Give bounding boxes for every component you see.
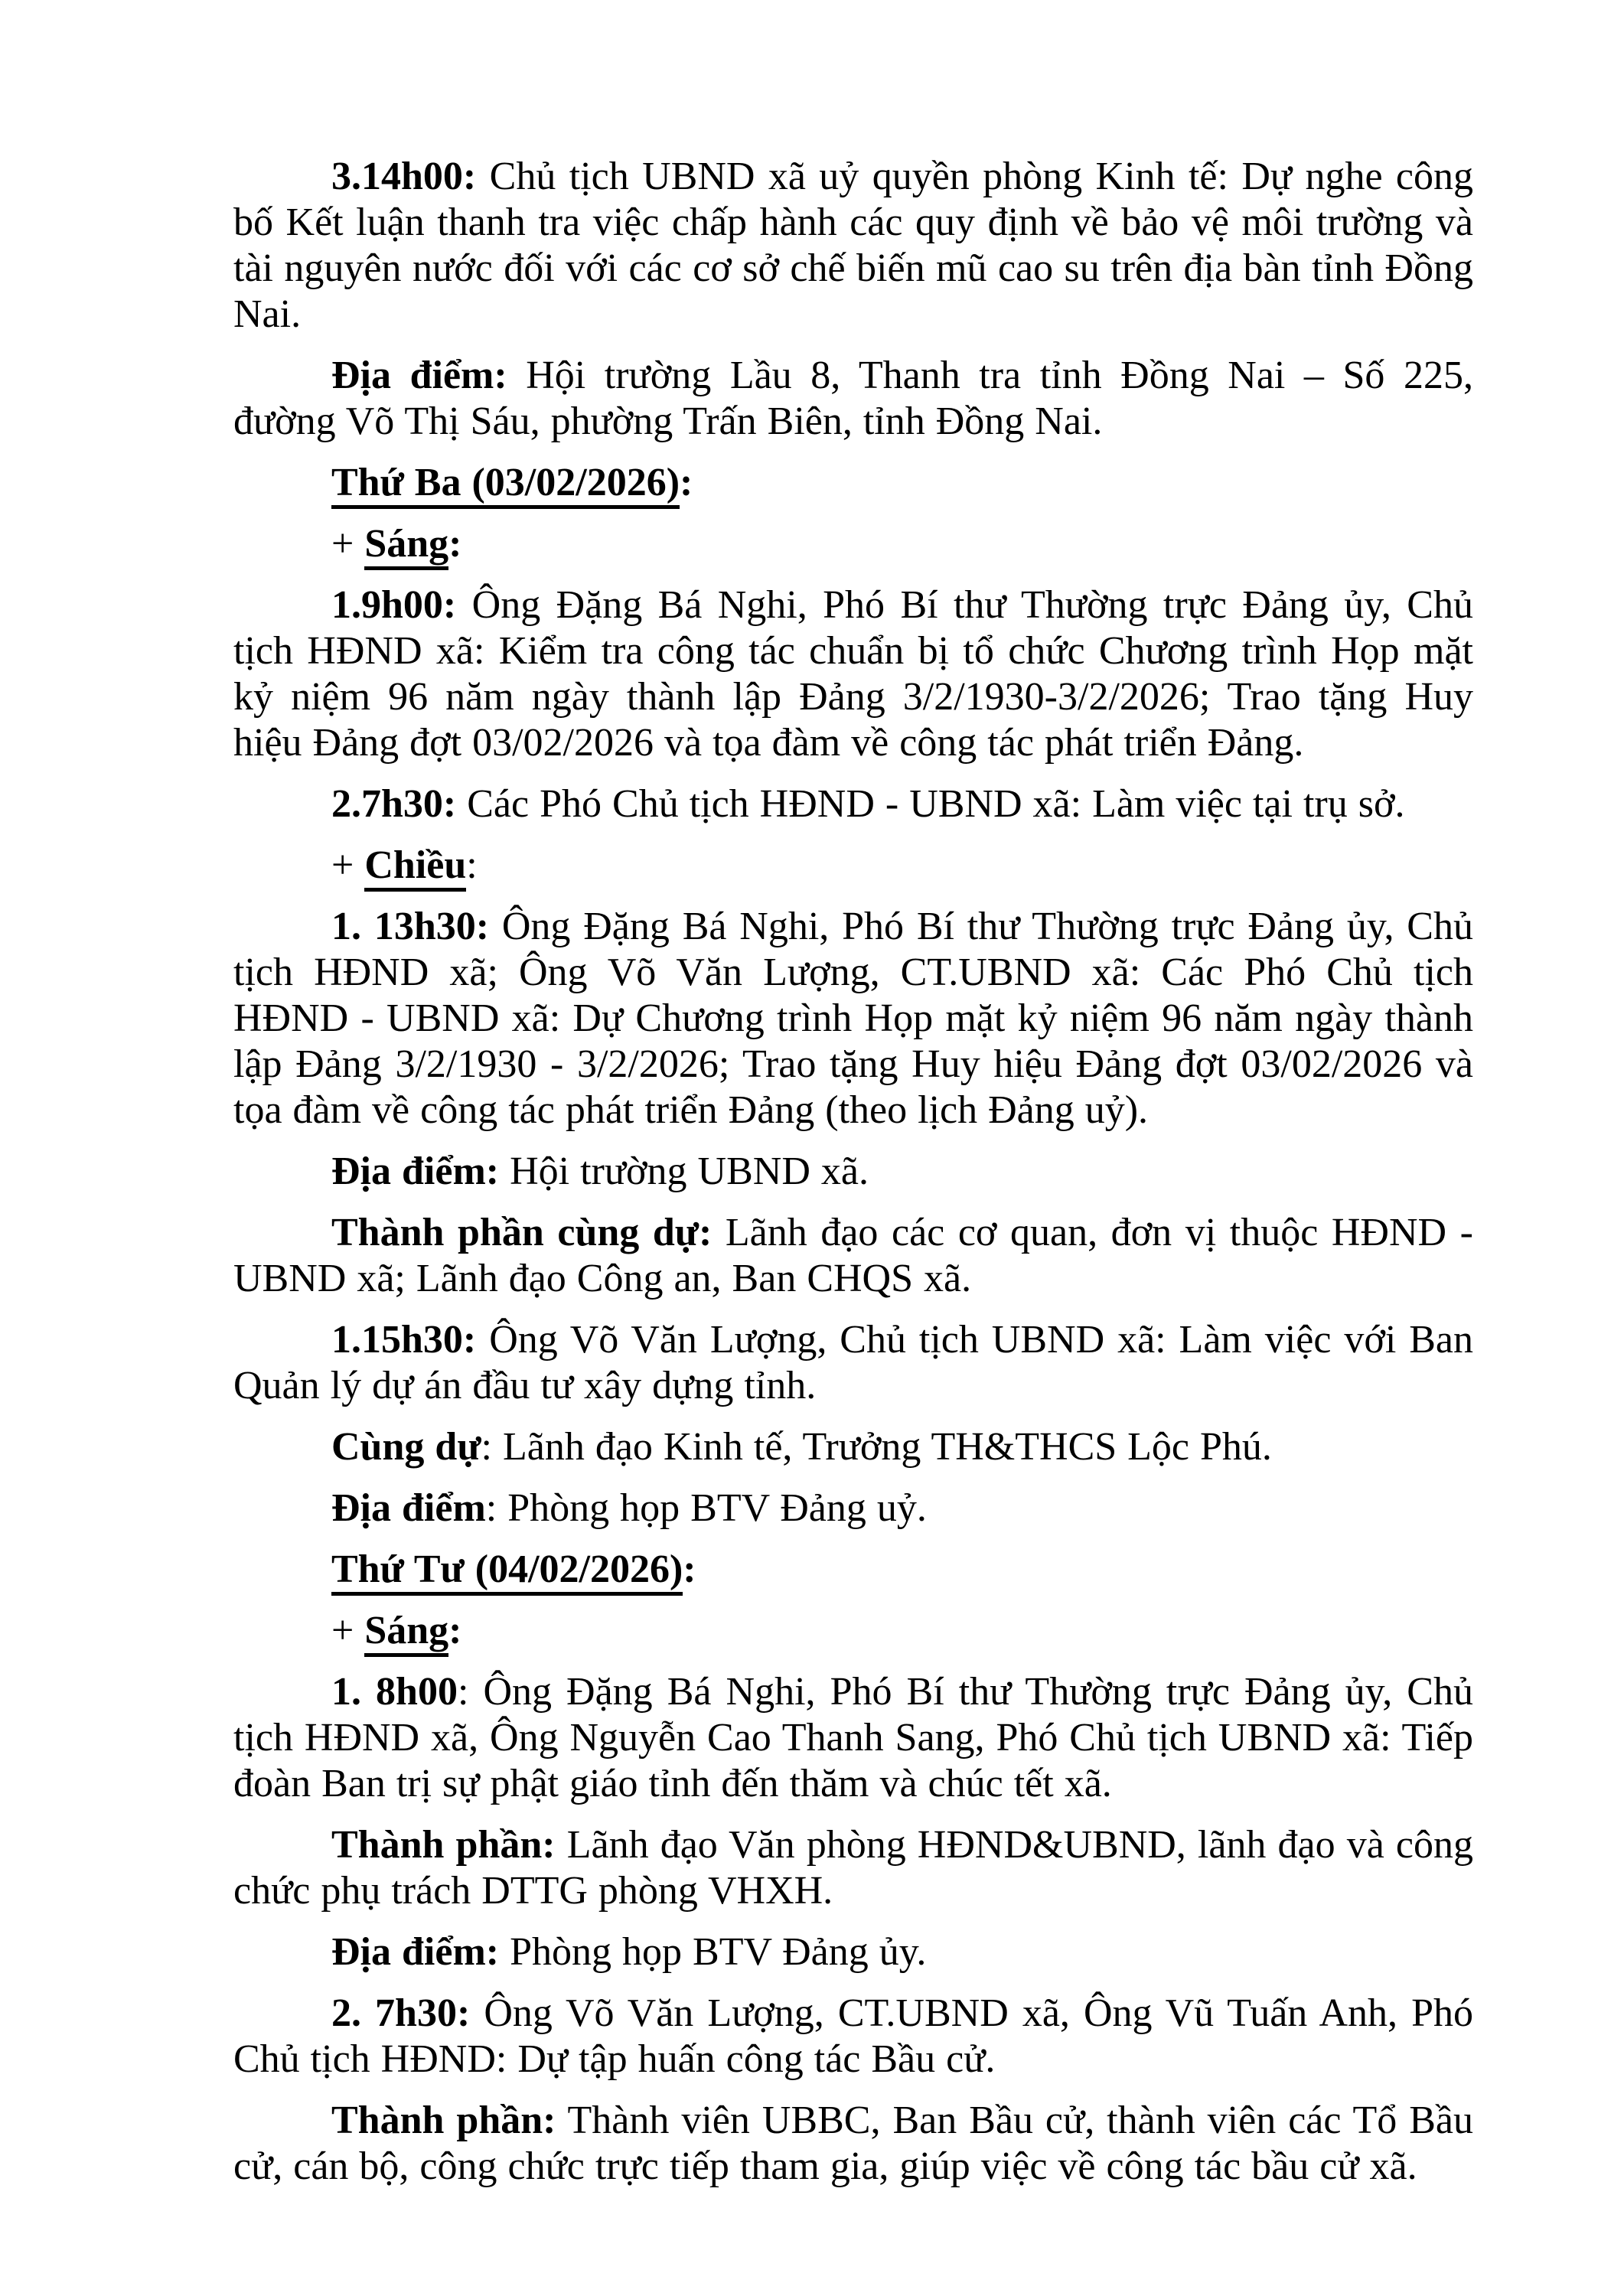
text-run: Ông Võ Văn Lượng, CT.UBND xã, Ông Vũ Tuấn Anh, Phó Chủ tịch HĐND: Dự tập huấn công tác Bầu cử. [233,1991,1484,2081]
entry-participants-cung-du [233,1210,1484,1302]
text-run: + [331,843,365,887]
text-run: : Ông Đặng Bá Nghi, Phó Bí thư Thường trực Đảng ủy, Chủ tịch HĐND xã, Ông Nguyễn Cao Thanh Sang, Phó Chủ tịch UBND xã: Tiếp đoàn Ban trị sự phật giáo tỉnh đến thăm và chúc tết xã. [233,1670,1484,1805]
session-heading-afternoon-tuesday [233,843,1473,889]
bold-text-run: Thành phần: [331,1823,556,1867]
bold-text-run: : [448,522,462,566]
bold-text-run: 1.15h30: [331,1318,477,1362]
bold-text-run: : [683,1548,696,1591]
entry-location-btv-dang-uy-1 [233,1486,1473,1531]
session-heading-morning-tuesday [233,521,1473,567]
bold-text-run: Thành phần: [331,2099,556,2142]
text-run: + [331,522,365,566]
bold-text-run: : [448,1609,462,1652]
entry-attendees-cung-du [233,1424,1473,1470]
bold-text-run: Địa điểm: [331,1930,500,1974]
bold-text-run: 1.9h00: [331,583,457,627]
entry-item2-7h30-wednesday [233,1991,1484,2082]
text-run: + [331,1609,365,1652]
text-run: Phòng họp BTV Đảng ủy. [499,1930,927,1974]
bold-text-run: 1. 13h30: [331,905,490,948]
text-run: Các Phó Chủ tịch HĐND - UBND xã: Làm việc tại trụ sở. [456,782,1405,826]
text-run: Ông Đặng Bá Nghi, Phó Bí thư Thường trực Đảng ủy, Chủ tịch HĐND xã; Ông Võ Văn Lượng, CT.UBND xã: Các Phó Chủ tịch HĐND - UBND xã: Dự Chương trình Họp mặt kỷ niệm 96 năm ngày thành lập Đảng 3/2/1930 - 3/2/2026; Trao tặng Huy hiệu Đảng đợt 03/02/2026 và tọa đàm về công tác phát triển Đảng (theo lịch Đảng uỷ). [233,905,1484,1132]
text-run: Hội trường Lầu 8, Thanh tra tỉnh Đồng Nai – Số 225, đường Võ Thị Sáu, phường Trấn Biên, tỉnh Đồng Nai. [233,354,1484,443]
text-run: Lãnh đạo các cơ quan, đơn vị thuộc HĐND - UBND xã; Lãnh đạo Công an, Ban CHQS xã. [233,1211,1484,1300]
underlined-text-run: Thứ Tư (04/02/2026) [331,1548,683,1596]
entry-location-btv-dang-uy-2 [233,1929,1473,1975]
session-heading-morning-wednesday [233,1608,1473,1654]
entry-item3-14h00 [233,154,1484,338]
text-run: Lãnh đạo Văn phòng HĐND&UBND, lãnh đạo và công chức phụ trách DTTG phòng VHXH. [233,1823,1484,1913]
text-run: Ông Võ Văn Lượng, Chủ tịch UBND xã: Làm việc với Ban Quản lý dự án đầu tư xây dựng tỉnh. [233,1318,1484,1407]
bold-text-run: Thành phần cùng dự: [331,1211,713,1254]
underlined-text-run: Thứ Ba (03/02/2026) [331,461,680,509]
day-heading-tuesday [233,460,1473,506]
bold-text-run: 2. 7h30: [331,1991,471,2035]
bold-text-run: Địa điểm [331,1486,486,1530]
bold-text-run: Địa điểm: [331,1150,500,1193]
bold-text-run: Cùng dự [331,1425,481,1469]
text-run: Thành viên UBBC, Ban Bầu cử, thành viên các Tổ Bầu cử, cán bộ, công chức trực tiếp tham gia, giúp việc về công tác bầu cử xã. [233,2099,1484,2188]
entry-item1-15h30 [233,1317,1484,1409]
entry-item2-7h30 [233,781,1473,827]
bold-text-run: Địa điểm: [331,354,507,397]
text-run: Hội trường UBND xã. [499,1150,869,1193]
underlined-text-run: Sáng [364,1609,448,1657]
text-run: Ông Đặng Bá Nghi, Phó Bí thư Thường trực Đảng ủy, Chủ tịch HĐND xã: Kiểm tra công tác chuẩn bị tổ chức Chương trình Họp mặt kỷ niệm 96 năm ngày thành lập Đảng 3/2/1930-3/2/2026; Trao tặng Huy hiệu Đảng đợt 03/02/2026 và tọa đàm về công tác phát triển Đảng. [233,583,1484,765]
underlined-text-run: Sáng [364,522,448,570]
day-heading-wednesday [233,1547,1473,1593]
text-run: : [466,843,478,887]
bold-text-run: 1. 8h00 [331,1670,458,1714]
entry-item1-13h30 [233,904,1484,1133]
entry-participants-van-phong [233,1822,1484,1914]
entry-item1-8h00 [233,1669,1484,1807]
entry-location-thanh-tra [233,353,1484,445]
text-run: : Phòng họp BTV Đảng uỷ. [485,1486,927,1530]
entry-participants-ubbc [233,2098,1484,2190]
text-run: Chủ tịch UBND xã uỷ quyền phòng Kinh tế: Dự nghe công bố Kết luận thanh tra việc chấp hành các quy định về bảo vệ môi trường và tài nguyên nước đối với các cơ sở chế biến mũ cao su trên địa bàn tỉnh Đồng Nai. [233,155,1484,336]
text-run: : Lãnh đạo Kinh tế, Trưởng TH&THCS Lộc Phú. [481,1425,1272,1469]
bold-text-run: : [680,461,693,504]
entry-location-hoi-truong-ubnd [233,1149,1473,1195]
bold-text-run: 3.14h00: [331,155,477,198]
underlined-text-run: Chiều [364,843,466,892]
entry-item1-9h00 [233,582,1484,766]
bold-text-run: 2.7h30: [331,782,457,826]
